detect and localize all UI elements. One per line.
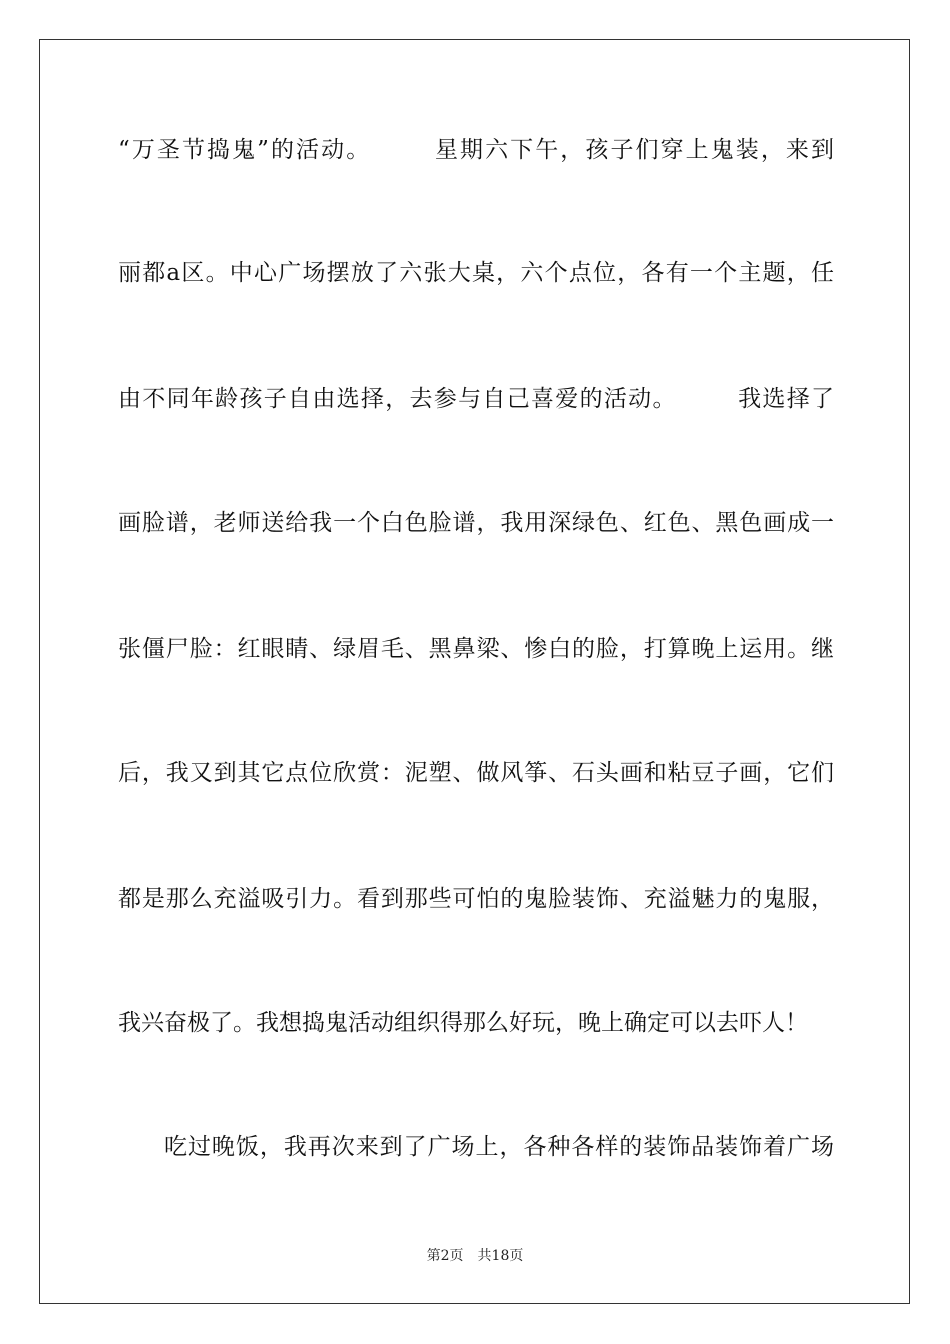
text-line-4: 画脸谱，老师送给我一个白色脸谱，我用深绿色、红色、黑色画成一 — [118, 510, 834, 536]
text-line-8: 我兴奋极了。我想捣鬼活动组织得那么好玩，晚上确定可以去吓人！ — [118, 1010, 808, 1036]
text-line-7: 都是那么充溢吸引力。看到那些可怕的鬼脸装饰、充溢魅力的鬼服， — [118, 886, 834, 912]
page-number: 第2页 — [426, 1248, 464, 1264]
page-border — [39, 39, 910, 1304]
text-line-2: 丽都a区。中心广场摆放了六张大桌，六个点位，各有一个主题，任 — [118, 260, 834, 286]
text-line-1: “万圣节捣鬼”的活动。 星期六下午，孩子们穿上鬼装，来到 — [118, 137, 834, 163]
text-line-3: 由不同年龄孩子自由选择，去参与自己喜爱的活动。 我选择了 — [118, 386, 834, 412]
text-line-6: 后，我又到其它点位欣赏：泥塑、做风筝、石头画和粘豆子画，它们 — [118, 760, 834, 786]
text-line-9: 吃过晚饭，我再次来到了广场上，各种各样的装饰品装饰着广场 — [164, 1134, 834, 1160]
page-total: 共18页 — [477, 1248, 524, 1264]
text-line-5: 张僵尸脸：红眼睛、绿眉毛、黑鼻梁、惨白的脸，打算晚上运用。继 — [118, 636, 834, 662]
page-footer — [0, 1246, 950, 1266]
